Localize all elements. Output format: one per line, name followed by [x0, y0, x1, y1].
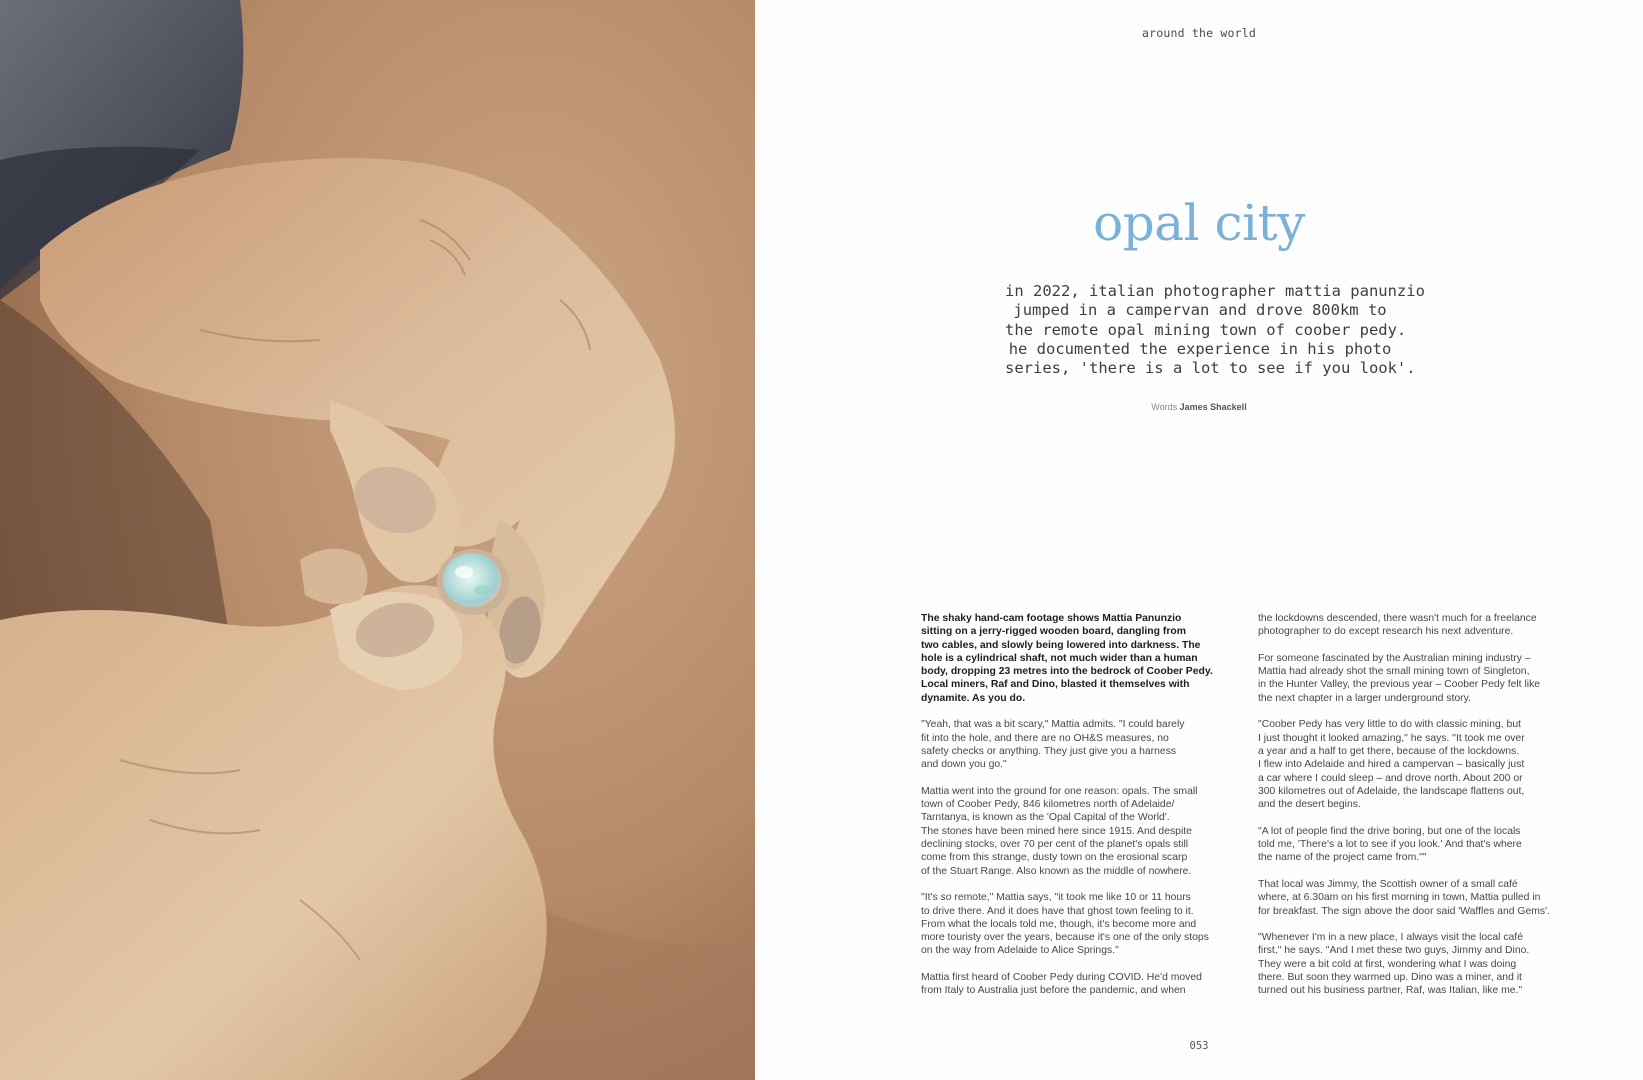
body-paragraph	[1258, 612, 1603, 639]
body-paragraph	[921, 971, 1266, 998]
body-line: a year and a half to get there, because of the lockdowns.	[1258, 745, 1520, 757]
body-line: "A lot of people find the drive boring, but one of the locals	[1258, 825, 1521, 837]
body-line: The shaky hand-cam footage shows Mattia Panunzio	[921, 613, 1182, 624]
body-line: sitting on a jerry-rigged wooden board, dangling from	[921, 626, 1186, 638]
body-line: and down you go."	[921, 759, 1007, 771]
body-paragraph	[921, 612, 1266, 705]
byline	[755, 402, 1643, 412]
body-line: of the Stuart Range. Also known as the middle of nowhere.	[921, 865, 1192, 877]
section-label: around the world	[1142, 26, 1256, 40]
body-paragraph	[1258, 825, 1603, 865]
body-line: body, dropping 23 metres into the bedrock of Coober Pedy.	[921, 666, 1213, 678]
article-page	[755, 0, 1643, 1080]
body-line: Mattia went into the ground for one reason: opals. The small	[921, 785, 1198, 797]
body-line: hole is a cylindrical shaft, not much wider than a human	[921, 652, 1198, 664]
body-column-right	[1258, 612, 1603, 1011]
standfirst-line: jumped in a campervan and drove 800km to	[1013, 301, 1387, 320]
body-paragraph	[921, 891, 1266, 957]
body-paragraph	[1258, 718, 1603, 811]
body-paragraph	[1258, 878, 1603, 918]
body-line: Local miners, Raf and Dino, blasted it themselves with	[921, 679, 1190, 691]
body-line: photographer to do except research his next adventure.	[1258, 626, 1514, 638]
body-paragraph	[921, 785, 1266, 878]
body-line: Tarntanya, is known as the 'Opal Capital of the World'.	[921, 812, 1170, 824]
byline-label: Words	[1151, 402, 1178, 412]
body-line: fit into the hole, and there are no OH&S measures, no	[921, 732, 1169, 744]
body-line: The stones have been mined here since 1915. And despite	[921, 825, 1192, 837]
body-line: more touristy over the years, because it's one of the only stops	[921, 932, 1209, 944]
body-line: From what the locals told me, though, it's become more and	[921, 918, 1197, 930]
body-line: the lockdowns descended, there wasn't much for a freelance	[1258, 613, 1537, 624]
standfirst-line: he documented the experience in his photo	[1008, 339, 1392, 358]
body-paragraph	[1258, 931, 1603, 997]
body-line: come from this strange, dusty town on the erosional scarp	[921, 852, 1188, 864]
photo-illustration	[0, 0, 755, 1080]
body-line: turned out his business partner, Raf, was Italian, like me."	[1258, 985, 1523, 997]
body-line: They were a bit cold at first, wondering what I was doing	[1258, 958, 1517, 970]
body-line: dynamite. As you do.	[921, 692, 1026, 704]
body-line: That local was Jimmy, the Scottish owner of a small café	[1258, 878, 1518, 890]
body-line: in the Hunter Valley, the previous year – Coober Pedy felt like	[1258, 679, 1541, 691]
body-line: I flew into Adelaide and hired a campervan – basically just	[1258, 759, 1525, 771]
body-line: first," he says. "And I met these two guys, Jimmy and Dino.	[1258, 945, 1530, 957]
body-line: to drive there. And it does have that ghost town feeling to it.	[921, 905, 1194, 917]
body-line: from Italy to Australia just before the pandemic, and when	[921, 985, 1186, 997]
body-line: there. But soon they warmed up. Dino was a miner, and it	[1258, 972, 1522, 984]
body-line: town of Coober Pedy, 846 kilometres north of Adelaide/	[921, 799, 1175, 811]
byline-author: James Shackell	[1179, 402, 1247, 412]
body-line: where, at 6.30am on his first morning in town, Mattia pulled in	[1258, 892, 1541, 904]
page-number: 053	[1189, 1040, 1209, 1052]
body-paragraph	[921, 718, 1266, 771]
article-title: opal city	[1093, 194, 1305, 252]
opal-stone	[437, 549, 509, 615]
standfirst	[1005, 282, 1425, 378]
body-paragraph	[1258, 652, 1603, 705]
body-line: on the way from Adelaide to Alice Springs."	[921, 945, 1119, 957]
body-line: I just thought it looked amazing," he says. "It took me over	[1258, 732, 1525, 744]
body-line: 300 kilometres out of Adelaide, the landscape flattens out,	[1258, 785, 1525, 797]
body-line: safety checks or anything. They just give you a harness	[921, 745, 1177, 757]
body-line: for breakfast. The sign above the door said 'Waffles and Gems'.	[1258, 905, 1550, 917]
body-column-left	[921, 612, 1266, 1011]
body-line: the name of the project came from.""	[1258, 852, 1427, 864]
body-line: Mattia first heard of Coober Pedy during COVID. He'd moved	[921, 972, 1202, 984]
standfirst-line: in 2022, italian photographer mattia panunzio	[1005, 282, 1425, 300]
body-line: two cables, and slowly being lowered into darkness. The	[921, 639, 1201, 651]
standfirst-line: the remote opal mining town of coober pedy.	[1005, 320, 1407, 339]
body-line: "It's so remote," Mattia says, "it took me like 10 or 11 hours	[921, 892, 1191, 904]
body-line: the next chapter in a larger underground story.	[1258, 692, 1471, 704]
hands-holding-opal-photo	[0, 0, 755, 1080]
body-line: a car where I could sleep – and drove north. About 200 or	[1258, 772, 1523, 784]
body-line: declining stocks, over 70 per cent of the planet's opals still	[921, 839, 1189, 851]
body-line: "Yeah, that was a bit scary," Mattia admits. "I could barely	[921, 719, 1185, 731]
body-line: Mattia had already shot the small mining town of Singleton,	[1258, 666, 1530, 678]
body-line: and the desert begins.	[1258, 799, 1361, 811]
body-line: "Coober Pedy has very little to do with classic mining, but	[1258, 719, 1521, 731]
body-line: told me, 'There's a lot to see if you look.' And that's where	[1258, 839, 1522, 851]
body-line: "Whenever I'm in a new place, I always visit the local café	[1258, 932, 1523, 944]
standfirst-line: series, 'there is a lot to see if you look'.	[1005, 359, 1416, 378]
body-line: For someone fascinated by the Australian mining industry –	[1258, 652, 1531, 664]
